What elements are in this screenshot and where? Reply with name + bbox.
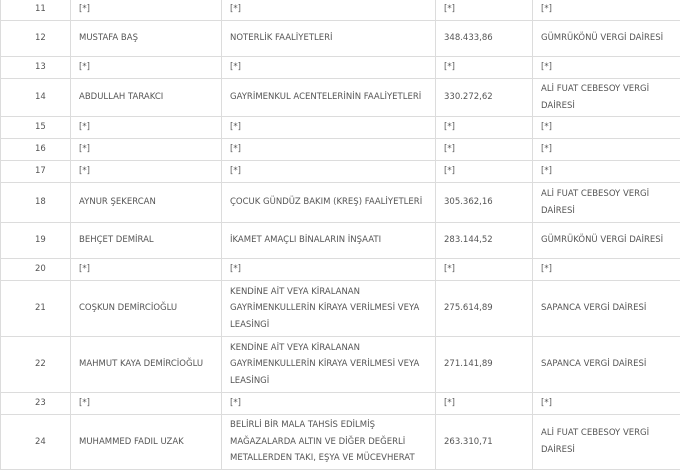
amount-cell: 305.362,16 [436, 183, 533, 223]
table-row [1, 117, 680, 139]
tax-office-cell: [*] [533, 139, 680, 161]
name-cell: [*] [71, 57, 222, 79]
tax-office-cell: ALİ FUAT CEBESOY VERGİ DAİRESİ [533, 79, 680, 117]
name-cell: [*] [71, 0, 222, 21]
tax-office-cell: GÜMRÜKÖNÜ VERGİ DAİRESİ [533, 21, 680, 57]
row-number: 13 [1, 57, 71, 79]
tax-office-cell: [*] [533, 57, 680, 79]
table-row [1, 0, 680, 21]
amount-cell: [*] [436, 393, 533, 415]
tax-office-cell: [*] [533, 117, 680, 139]
amount-cell: 263.310,71 [436, 415, 533, 470]
name-cell: [*] [71, 259, 222, 281]
row-number: 16 [1, 139, 71, 161]
amount-cell: [*] [436, 139, 533, 161]
table-row [1, 223, 680, 259]
row-number: 11 [1, 0, 71, 21]
amount-cell: [*] [436, 0, 533, 21]
row-number: 19 [1, 223, 71, 259]
tax-office-cell: [*] [533, 161, 680, 183]
name-cell: COŞKUN DEMİRCİOĞLU [71, 281, 222, 337]
row-number: 23 [1, 393, 71, 415]
table-row [1, 281, 680, 337]
activity-cell: KENDİNE AİT VEYA KİRALANAN GAYRİMENKULLERİN KİRAYA VERİLMESİ VEYA LEASİNGİ [222, 281, 436, 337]
activity-cell: [*] [222, 57, 436, 79]
amount-cell: [*] [436, 117, 533, 139]
activity-cell: İKAMET AMAÇLI BİNALARIN İNŞAATI [222, 223, 436, 259]
amount-cell: [*] [436, 161, 533, 183]
name-cell: [*] [71, 139, 222, 161]
row-number: 14 [1, 79, 71, 117]
amount-cell: 283.144,52 [436, 223, 533, 259]
table-row [1, 139, 680, 161]
tax-office-cell: SAPANCA VERGİ DAİRESİ [533, 281, 680, 337]
row-number: 15 [1, 117, 71, 139]
name-cell: ABDULLAH TARAKCI [71, 79, 222, 117]
table-row [1, 183, 680, 223]
row-number: 21 [1, 281, 71, 337]
table-row [1, 57, 680, 79]
name-cell: MAHMUT KAYA DEMİRCİOĞLU [71, 337, 222, 393]
activity-cell: [*] [222, 139, 436, 161]
row-number: 20 [1, 259, 71, 281]
table-row [1, 337, 680, 393]
row-number: 12 [1, 21, 71, 57]
row-number: 17 [1, 161, 71, 183]
activity-cell: KENDİNE AİT VEYA KİRALANAN GAYRİMENKULLERİN KİRAYA VERİLMESİ VEYA LEASİNGİ [222, 337, 436, 393]
activity-cell: NOTERLİK FAALİYETLERİ [222, 21, 436, 57]
table-row [1, 393, 680, 415]
name-cell: [*] [71, 393, 222, 415]
tax-office-cell: GÜMRÜKÖNÜ VERGİ DAİRESİ [533, 223, 680, 259]
name-cell: BEHÇET DEMİRAL [71, 223, 222, 259]
name-cell: MUSTAFA BAŞ [71, 21, 222, 57]
activity-cell: [*] [222, 161, 436, 183]
name-cell: [*] [71, 117, 222, 139]
amount-cell: 275.614,89 [436, 281, 533, 337]
row-number: 22 [1, 337, 71, 393]
amount-cell: [*] [436, 259, 533, 281]
activity-cell: [*] [222, 117, 436, 139]
table-row [1, 79, 680, 117]
tax-office-cell: [*] [533, 393, 680, 415]
tax-office-cell: ALİ FUAT CEBESOY VERGİ DAİRESİ [533, 415, 680, 470]
row-number: 24 [1, 415, 71, 470]
amount-cell: 348.433,86 [436, 21, 533, 57]
name-cell: [*] [71, 161, 222, 183]
name-cell: MUHAMMED FADIL UZAK [71, 415, 222, 470]
table-row [1, 161, 680, 183]
tax-office-cell: SAPANCA VERGİ DAİRESİ [533, 337, 680, 393]
table-row [1, 21, 680, 57]
amount-cell: [*] [436, 57, 533, 79]
name-cell: AYNUR ŞEKERCAN [71, 183, 222, 223]
tax-office-cell: ALİ FUAT CEBESOY VERGİ DAİRESİ [533, 183, 680, 223]
activity-cell: ÇOCUK GÜNDÜZ BAKIM (KREŞ) FAALİYETLERİ [222, 183, 436, 223]
tax-office-cell: [*] [533, 259, 680, 281]
activity-cell: [*] [222, 393, 436, 415]
tax-office-cell: [*] [533, 0, 680, 21]
activity-cell: BELİRLİ BİR MALA TAHSİS EDİLMİŞ MAĞAZALARDA ALTIN VE DİĞER DEĞERLİ METALLERDEN TAKI, EŞYA VE MÜCEVHERAT [222, 415, 436, 470]
row-number: 18 [1, 183, 71, 223]
table-row [1, 259, 680, 281]
amount-cell: 330.272,62 [436, 79, 533, 117]
activity-cell: [*] [222, 0, 436, 21]
table-row [1, 415, 680, 470]
amount-cell: 271.141,89 [436, 337, 533, 393]
activity-cell: GAYRİMENKUL ACENTELERİNİN FAALİYETLERİ [222, 79, 436, 117]
activity-cell: [*] [222, 259, 436, 281]
